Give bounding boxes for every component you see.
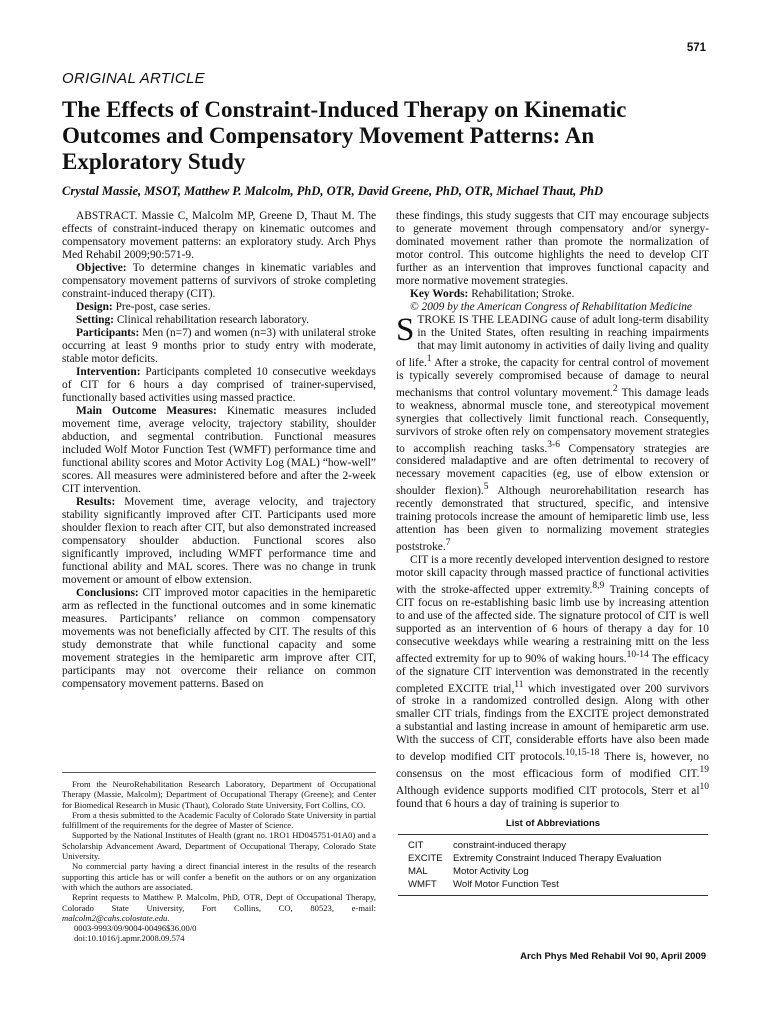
key-words: Key Words: Rehabilitation; Stroke.	[410, 288, 575, 300]
page-number: 571	[686, 42, 706, 54]
abbreviations-box	[398, 818, 708, 896]
abstract-column	[62, 210, 376, 691]
footnote-funding: Supported by the National Institutes of Health (grant no. 1RO1 HD045751-01A0) and a Scholarship Advancement Award, Department of Occupational Therapy, Colorado State University.	[62, 830, 376, 862]
footnote-affiliation: From the NeuroRehabilitation Research Laboratory, Department of Occupational Therapy (Massie, Malcolm); Department of Occupational Therapy (Greene); and Center for Biomedical Research in Music (Thaut), Colorado State University, Fort Collins, CO.	[62, 779, 376, 810]
abstract-continued: these findings, this study suggests that CIT may encourage subjects to generate movement through compensatory and/or synergy-dominated movement rather than promote the normalization of motor control. This outcome highlights the need to develop CIT further as an intervention that improves functional capacity and more normative movement strategies.	[396, 210, 709, 287]
abstract-participants: Participants: Men (n=7) and women (n=3) with unilateral stroke occurring at least 9 months prior to study entry with moderate, stable motor deficits.	[62, 327, 376, 365]
issn-line: 0003-9993/09/9004-00496$36.00/0	[74, 923, 197, 934]
abstract-measures: Main Outcome Measures: Kinematic measures included movement time, average velocity, trajectory stability, shoulder abduction, and segmental contribution. Functional measures included Wolf Motor Function Test (WMFT) performance time and functional ability scores and Motor Activity Log (MAL) “how-well” scores. All measures were administered before and after the 2-week CIT intervention.	[62, 405, 376, 495]
drop-cap: S	[396, 312, 415, 348]
abstract-results: Results: Movement time, average velocity, and trajectory stability significantly improved after CIT. Participants used more shoulder flexion to reach after CIT, but also demonstrated increased compensatory shoulder abduction. Functional scores also significantly improved, including WMFT performance time and functional ability and MAL scores. There was no change in trunk movement or amount of elbow extension.	[62, 496, 376, 586]
abstract-setting: Setting: Clinical rehabilitation research laboratory.	[76, 314, 310, 326]
intro-paragraph-1: STROKE IS THE LEADING cause of adult long-term disability in the United States, often resulting in reaching impairments that may limit autonomy in activities of daily living and quality of life.$^1$ After a stroke, the capacity for central control of movement is typically severely compromised because of damage to neural mechanisms that control voluntary movement.$^2$ This damage leads to weakness, abnormal muscle tone, and stereotypical movement synergies that collectively limit functional reach. Consequently, survivors of stroke often rely on compensatory movement strategies to accomplish reaching tasks.$^{3-6}$ Compensatory strategies are considered maladaptive and are often detrimental to recovery of necessary movement capacities (eg, use of elbow extension or shoulder flexion).$^5$ Although neurorehabilitation research has recently demonstrated that structured, specific, and intensive training protocols increase the amount of hemiparetic limb use, less attention has been given to normalizing movement strategies poststroke.$^7$	[396, 312, 710, 553]
abbreviations-title: List of Abbreviations	[398, 818, 708, 835]
abbreviation-row: CIT constraint-induced therapy	[408, 840, 567, 851]
abstract-conclusions: Conclusions: CIT improved motor capacities in the hemiparetic arm as reflected in the functional outcomes and in some kinematic measures. Participants’ reliance on common compensatory movements was not beneficially affected by CIT. The results of this study demonstrate that while functional capacity and some movement strategies in the hemiparetic arm improve after CIT, participants may not overcome their reliance on common compensatory movement patterns. Based on	[62, 587, 376, 690]
footnotes	[62, 772, 376, 944]
copyright-line: © 2009 by the American Congress of Rehabilitation Medicine	[410, 301, 692, 313]
abstract-design: Design: Pre-post, case series.	[76, 301, 211, 313]
abbreviation-row: EXCITE Extremity Constraint Induced Therapy Evaluation	[408, 853, 662, 864]
article-title: The Effects of Constraint-Induced Therapy on Kinematic Outcomes and Compensatory Movement Patterns: An Exploratory Study	[62, 97, 627, 174]
intro-paragraph-2: CIT is a more recently developed intervention designed to restore motor skill capacity through massed practice of functional activities with the stroke-affected upper extremity.$^{8,9}$ Training concepts of CIT focus on re-establishing basic limb use by increasing attention to and use of the affected side. The signature protocol of CIT is well supported as an intervention of 6 hours of therapy a day for 10 consecutive weekdays while wearing a restraining mitt on the less affected extremity for up to 90% of waking hours.$^{10-14}$ The efficacy of the signature CIT intervention was demonstrated in the recently completed EXCITE trial,$^{11}$ which investigated over 200 survivors of stroke in a randomized controlled design. Along with other smaller CIT trials, findings from the EXCITE project demonstrated a substantial and lasting increase in amount of hemiparetic arm use. With the success of CIT, considerable efforts have also been made to develop modified CIT protocols.$^{10,15-18}$ There is, however, no consensus on the most efficacious form of modified CIT.$^{19}$ Although evidence supports modified CIT protocols, Sterr et $al^{10}$ found that 6 hours a day of training is superior to	[396, 553, 710, 810]
footnote-reprint: Reprint requests to Matthew P. Malcolm, PhD, OTR, Dept of Occupational Therapy, Colorado State University, Fort Collins, CO, 80523, e-mail: malcolm2@cahs.colostate.edu.	[62, 892, 376, 923]
footnote-conflict: No commercial party having a direct financial interest in the results of the research supporting this article has or will confer a benefit on the authors or on any organization with which the authors are associated.	[62, 861, 376, 892]
abbreviation-row: WMFT Wolf Motor Function Test	[408, 879, 559, 890]
abbreviation-row: MAL Motor Activity Log	[408, 866, 529, 877]
author-list: Crystal Massie, MSOT, Matthew P. Malcolm, PhD, OTR, David Greene, PhD, OTR, Michael Thaut, PhD	[62, 184, 604, 198]
abstract-intro: ABSTRACT. Massie C, Malcolm MP, Greene D, Thaut M. The effects of constraint-induced therapy on kinematic outcomes and compensatory movement patterns: an exploratory study. Arch Phys Med Rehabil 2009;90:571-9.	[62, 210, 376, 261]
article-kind: ORIGINAL ARTICLE	[62, 70, 205, 87]
doi-line: doi:10.1016/j.apmr.2008.09.574	[74, 933, 185, 944]
journal-footer: Arch Phys Med Rehabil Vol 90, April 2009	[520, 951, 706, 962]
footnote-thesis: From a thesis submitted to the Academic Faculty of Colorado State University in partial fulfillment of the requirements for the degree of Master of Science.	[62, 809, 376, 831]
body-column	[396, 210, 709, 811]
email-link[interactable]: malcolm2@cahs.colostate.edu	[62, 912, 168, 923]
abstract-objective: Objective: To determine changes in kinematic variables and compensatory movement patterns of survivors of stroke completing constraint-induced therapy (CIT).	[62, 262, 376, 300]
abstract-intervention: Intervention: Participants completed 10 consecutive weekdays of CIT for 6 hours a day comprised of trainer-supervised, functionally based activities using massed practice.	[62, 366, 376, 404]
